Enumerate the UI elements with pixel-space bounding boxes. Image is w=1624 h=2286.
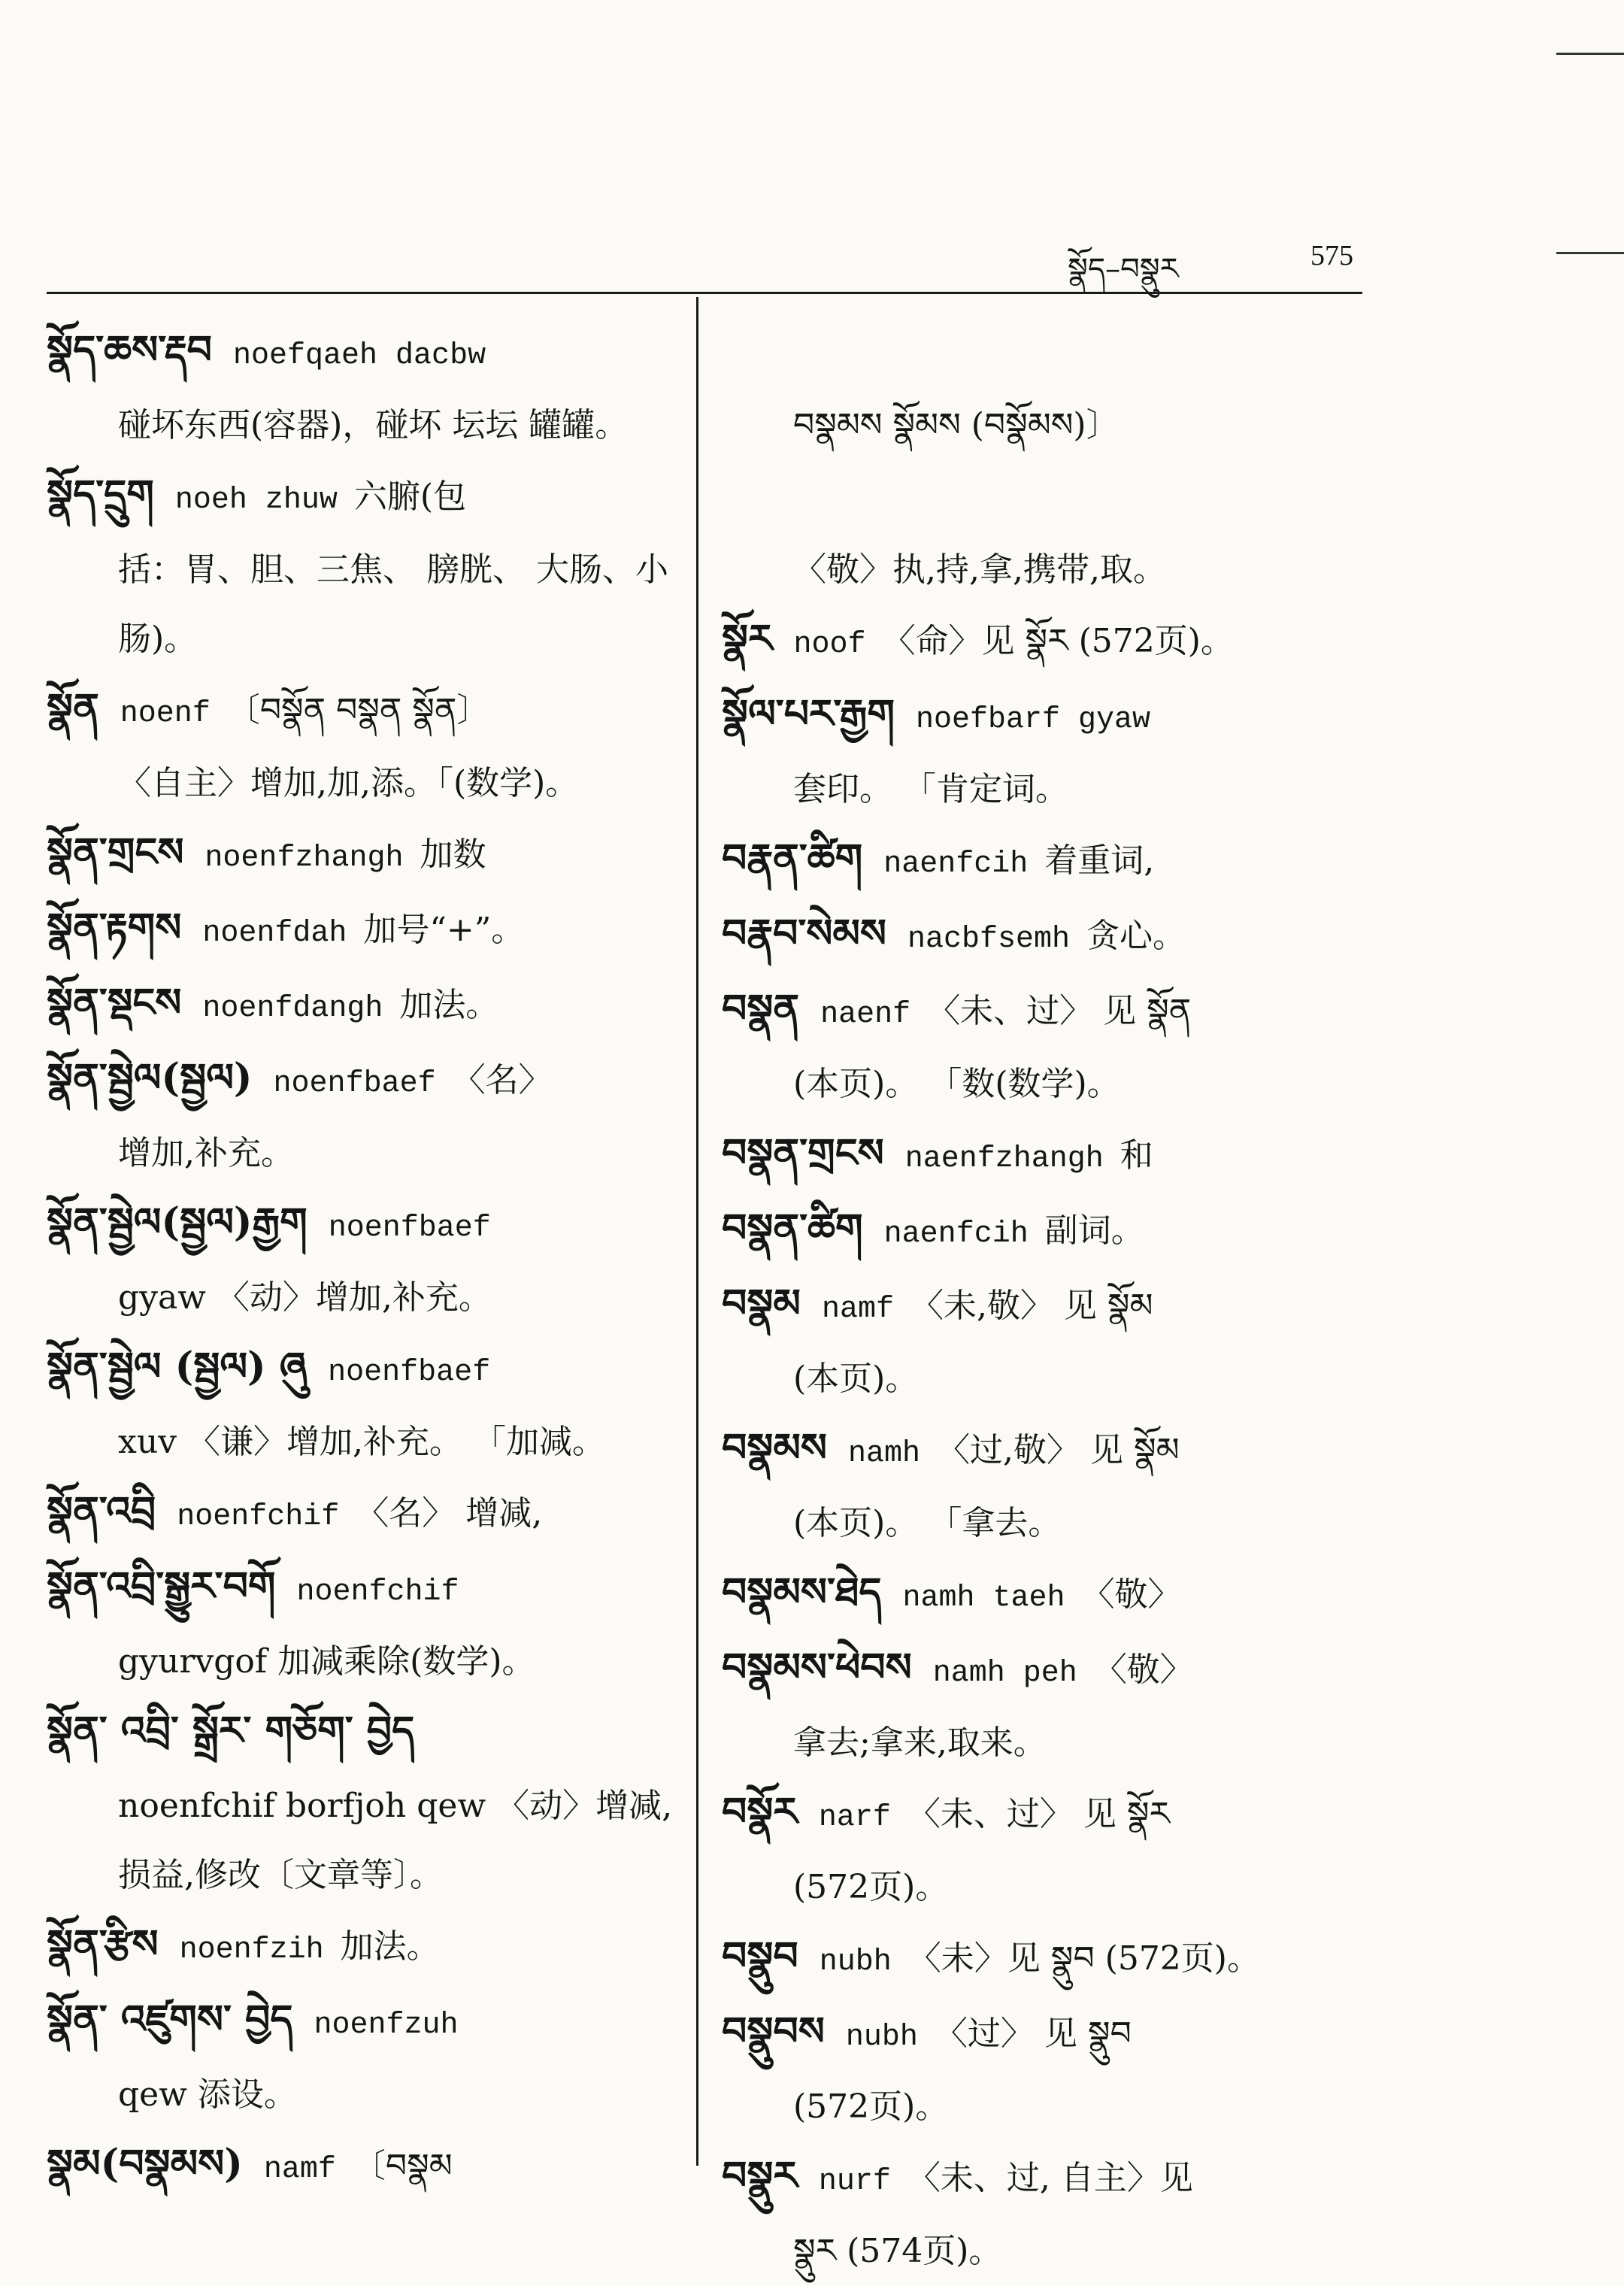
left-column xyxy=(47,316,678,2205)
dictionary-entry xyxy=(722,680,1361,824)
romanization: namf xyxy=(263,2153,336,2187)
dictionary-entry xyxy=(47,2130,678,2205)
romanization: noenfchif xyxy=(177,1500,340,1534)
entry-body: 〈自主〉增加,加,添。「(数学)。 xyxy=(118,764,579,802)
dictionary-entry xyxy=(722,605,1361,680)
column-divider xyxy=(696,297,698,2166)
headword: བརྣབ་སེམས xyxy=(722,911,886,957)
romanization: noof xyxy=(793,628,866,662)
headword: སྣོན་འབྲི་སྒྱུར་བགོ xyxy=(47,1563,276,1609)
entry-body: qew 添设。 xyxy=(118,2075,297,2114)
dictionary-entry xyxy=(47,969,678,1044)
entry-body: (572页)。 xyxy=(793,1868,949,1906)
romanization: namh taeh xyxy=(902,1581,1065,1615)
headword: བསྣོར xyxy=(722,1789,798,1835)
headword: བསྣུབ xyxy=(722,1933,798,1979)
dictionary-entry xyxy=(47,1910,678,1985)
gloss: 加数 xyxy=(420,835,486,874)
romanization: noefbarf gyaw xyxy=(916,703,1151,737)
romanization: narf xyxy=(818,1801,891,1835)
entry-body: (本页)。 「拿去。 xyxy=(793,1504,1062,1542)
dictionary-entry xyxy=(722,899,1361,975)
romanization: naenfcih xyxy=(883,847,1029,881)
headword: སྣོན་སྦྱེལ (སྦྱལ) ཞུ xyxy=(47,1344,308,1390)
romanization: noenfzih xyxy=(179,1933,324,1967)
dictionary-entry xyxy=(47,316,678,460)
dictionary-entry xyxy=(47,1332,678,1477)
gloss: 加法。 xyxy=(399,986,499,1024)
dictionary-entry xyxy=(722,824,1361,899)
page-edge-mark xyxy=(1556,53,1624,55)
headword: སྣོན xyxy=(47,685,99,731)
romanization: noenfzhangh xyxy=(205,841,404,875)
romanization: noenfbaef xyxy=(273,1067,436,1101)
dictionary-entry xyxy=(47,460,678,674)
gloss: 〈未、过〉 见 སྣོར xyxy=(907,1795,1170,1833)
dictionary-entry xyxy=(47,818,678,893)
gloss: 六腑(包 xyxy=(353,478,467,516)
romanization: nacbfsemh xyxy=(907,923,1071,957)
page-edge-mark xyxy=(1556,252,1624,254)
entry-body: 增加,补充。 xyxy=(118,1134,294,1172)
dictionary-entry xyxy=(47,893,678,969)
entry-body: བསྣམས སྣོམས (བསྣོམས)〕 xyxy=(793,406,1120,444)
gloss: 和 xyxy=(1120,1136,1153,1175)
dictionary-entry xyxy=(722,1194,1361,1269)
gloss: 〈过〉 见 སྣུབ xyxy=(934,2015,1132,2053)
headword: བསྣུབས xyxy=(722,2009,825,2054)
gloss: 贪心。 xyxy=(1086,917,1186,955)
dictionary-entry xyxy=(47,1477,678,1552)
dictionary-entry xyxy=(722,1119,1361,1194)
romanization: noeh zhuw xyxy=(174,484,338,517)
headword: བསྣན་ཚིག xyxy=(722,1205,863,1251)
dictionary-entry xyxy=(722,1997,1361,2142)
gloss: 〈敬〉 xyxy=(1093,1651,1193,1689)
entry-body: noenfchif borfjoh qew 〈动〉增减,损益,修改〔文章等〕。 xyxy=(118,1787,673,1894)
gloss: 加法。 xyxy=(340,1927,440,1966)
headword: སྣོན་ འཛུགས་ བྱེད xyxy=(47,1996,293,2042)
romanization: naenfcih xyxy=(883,1217,1029,1251)
headword: བསྣམས་ཕེབས xyxy=(722,1645,912,1690)
headword: བསྣན xyxy=(722,986,800,1032)
gloss: 〈命〉见 སྣོར (572页)。 xyxy=(882,622,1234,660)
page-number: 575 xyxy=(1310,240,1353,271)
romanization: nurf xyxy=(818,2165,891,2199)
gloss: 〈过,敬〉 见 སྣོམ xyxy=(937,1431,1180,1469)
romanization: namh xyxy=(848,1437,921,1471)
gloss: 〈未、过〉 见 སྣོན xyxy=(927,992,1192,1030)
dictionary-entry xyxy=(47,674,678,818)
headword: སྣོན་རྩིས xyxy=(47,1921,159,1967)
gloss: 〈名〉 增减, xyxy=(356,1494,543,1533)
gloss: 〈未〉见 སྣུབ (572页)。 xyxy=(907,1939,1260,1978)
headword: བསྣན་གྲངས xyxy=(722,1130,884,1176)
entry-body: xuv 〈谦〉增加,补充。 「加减。 xyxy=(118,1423,605,1461)
entry-body: gyurvgof 加减乘除(数学)。 xyxy=(118,1642,535,1681)
entry-body: (本页)。 「数(数学)。 xyxy=(793,1065,1120,1103)
gloss: 〈敬〉 xyxy=(1081,1575,1181,1614)
gloss: 〔བསྣོན བསྣན སྣོན〕 xyxy=(226,691,490,729)
dictionary-entry xyxy=(47,1552,678,1696)
dictionary-entry xyxy=(722,1558,1361,1633)
romanization: noenfdangh xyxy=(202,992,383,1026)
headword: སྣོལ་པར་རྒྱག xyxy=(722,691,895,737)
entry-body: (本页)。 xyxy=(793,1360,919,1398)
headword: བསྣམ xyxy=(722,1281,801,1326)
headword: སྣོད་ཆས་རྡབ xyxy=(47,327,213,373)
entry-body: (572页)。 xyxy=(793,2087,949,2126)
dictionary-entry xyxy=(47,1985,678,2130)
headword: སྣོན་ འབྲི་ སྒྲོར་ གཅོག་ བྱེད xyxy=(47,1708,415,1754)
gloss: 副词。 xyxy=(1044,1211,1144,1250)
headword: བསྣམས xyxy=(722,1425,828,1471)
gloss: 着重词, xyxy=(1044,841,1155,880)
romanization: namh peh xyxy=(932,1657,1077,1690)
romanization: nubh xyxy=(819,1945,892,1979)
headword: སྣོད་དྲུག xyxy=(47,471,154,517)
gloss: 〈名〉 xyxy=(452,1061,552,1099)
dictionary-entry xyxy=(722,1922,1361,1997)
dictionary-entry xyxy=(722,316,1361,460)
entry-body: 〈敬〉执,持,拿,携带,取。 xyxy=(793,550,1166,589)
romanization: noefqaeh dacbw xyxy=(233,339,486,373)
romanization: noenfbaef xyxy=(328,1356,491,1390)
dictionary-entry xyxy=(722,1633,1361,1778)
romanization: nubh xyxy=(845,2021,918,2054)
gloss: 加号“+”。 xyxy=(363,911,525,949)
romanization: noenfchif xyxy=(296,1575,459,1609)
header-rule xyxy=(47,292,1362,294)
headword: སྣོན་སྦྱེལ(སྦྱལ) xyxy=(47,1055,253,1101)
headword: སྣོན་སྦྱེལ(སྦྱལ)རྒྱག xyxy=(47,1199,308,1245)
romanization: naenf xyxy=(820,998,911,1032)
headword: སྣོར xyxy=(722,616,773,662)
romanization: naenfzhangh xyxy=(904,1142,1104,1176)
headword: སྣོན་སྡངས xyxy=(47,980,182,1026)
headword: སྣམ(བསྣམས) xyxy=(47,2141,243,2187)
headword: བསྣམས་ཐེད xyxy=(722,1569,882,1615)
entry-body: gyaw 〈动〉增加,补充。 xyxy=(118,1278,492,1317)
gloss: 〈未,敬〉 见 སྣོམ xyxy=(910,1287,1153,1325)
gloss: 〈未、过, 自主〉见 xyxy=(907,2159,1193,2197)
dictionary-entry xyxy=(722,1414,1361,1558)
running-headword: སྣོད–བསྣུར xyxy=(1068,252,1179,287)
entry-body: 碰坏东西(容器)，碰坏 坛坛 罐罐。 xyxy=(118,406,629,444)
headword: བརྣན་ཚིག xyxy=(722,835,863,881)
dictionary-entry xyxy=(722,2142,1361,2286)
dictionary-entry xyxy=(722,1778,1361,1922)
entry-body: སྣུར (574页)。 xyxy=(793,2232,1002,2270)
entry-body: 拿去;拿来,取来。 xyxy=(793,1724,1047,1762)
headword: སྣོན་གྲངས xyxy=(47,829,184,875)
gloss: 〔བསྣམ xyxy=(352,2147,453,2185)
dictionary-entry xyxy=(47,1188,678,1332)
entry-body: 括：胃、胆、三焦、 膀胱、 大肠、小肠)。 xyxy=(118,550,668,658)
romanization: noenfdah xyxy=(202,917,347,950)
dictionary-entry xyxy=(722,1269,1361,1414)
romanization: noenfbaef xyxy=(328,1211,491,1245)
dictionary-entry xyxy=(47,1696,678,1910)
romanization: noenfzuh xyxy=(314,2009,459,2042)
headword: བསྣུར xyxy=(722,2153,798,2199)
headword: སྣོན་རྟགས xyxy=(47,905,182,950)
dictionary-entry xyxy=(722,460,1361,605)
dictionary-entry xyxy=(47,1044,678,1188)
romanization: namf xyxy=(821,1293,894,1326)
page-header xyxy=(1068,235,1353,287)
entry-body: 套印。 「肯定词。 xyxy=(793,770,1068,808)
headword: སྣོན་འབྲི xyxy=(47,1488,156,1534)
dictionary-entry xyxy=(722,975,1361,1119)
romanization: noenf xyxy=(120,697,211,731)
right-column xyxy=(722,316,1361,2286)
